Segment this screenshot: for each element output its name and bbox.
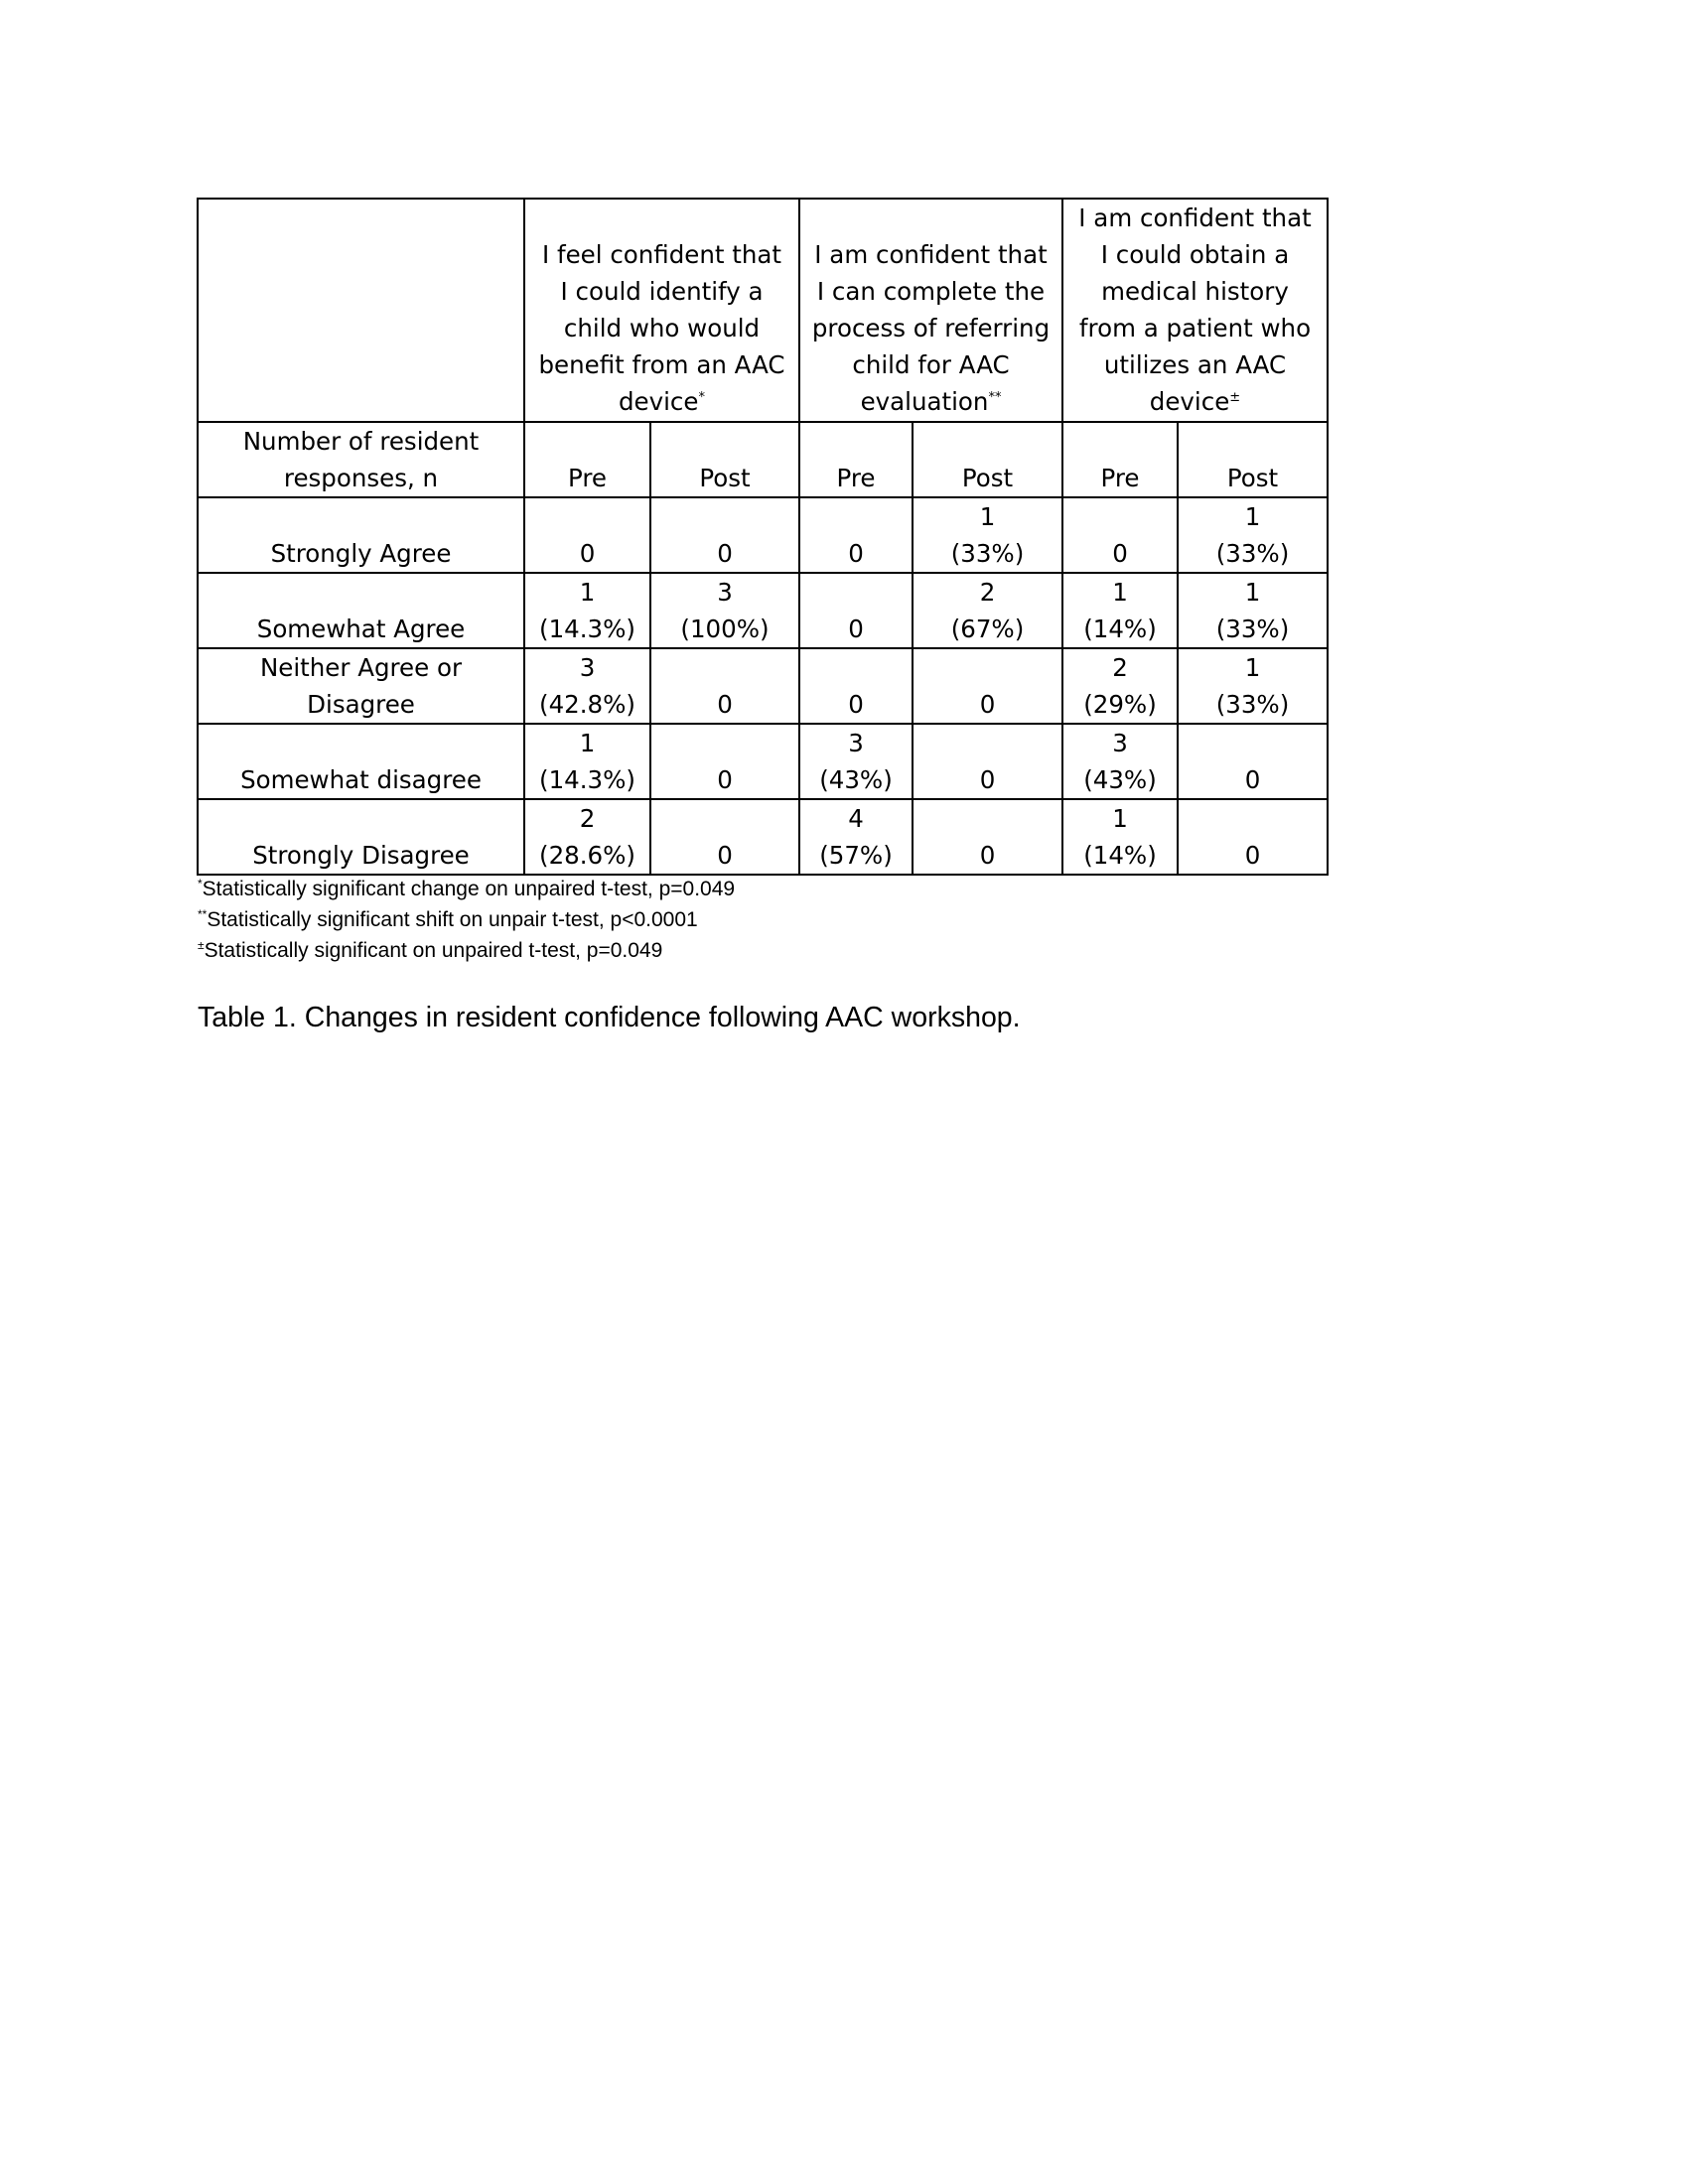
value-cell [524, 799, 650, 875]
count-value: 3 [848, 729, 864, 757]
value-cell [650, 799, 799, 875]
count-value: 0 [717, 765, 733, 794]
footnote-double-asterisk [198, 904, 735, 935]
value-cell [799, 799, 913, 875]
table-row [198, 799, 1328, 875]
value-cell [1062, 724, 1178, 799]
table-row [198, 724, 1328, 799]
percent-value: (14.3%) [539, 765, 635, 794]
value-cell [1178, 724, 1328, 799]
count-value: 1 [1244, 653, 1261, 682]
question-header-history [1062, 199, 1328, 422]
footnote-marker: ± [198, 938, 205, 952]
value-cell [524, 497, 650, 573]
count-value: 1 [579, 578, 596, 607]
count-value: 1 [1244, 502, 1261, 531]
value-cell [524, 573, 650, 648]
question-text: I am confident that I could obtain a medical history from a patient who utilizes an AAC device [1078, 204, 1312, 416]
percent-value: (67%) [950, 614, 1025, 643]
count-value: 0 [979, 765, 996, 794]
count-value: 1 [579, 729, 596, 757]
subheader-pre: Pre [1062, 422, 1178, 497]
value-cell [913, 799, 1062, 875]
footnote-marker: * [198, 877, 203, 890]
value-cell [524, 724, 650, 799]
value-cell [650, 497, 799, 573]
count-value: 0 [717, 841, 733, 870]
percent-value: (42.8%) [539, 690, 635, 719]
count-value: 0 [717, 539, 733, 568]
value-cell [1178, 497, 1328, 573]
value-cell [650, 648, 799, 724]
footnote-marker: * [698, 389, 705, 405]
count-value: 2 [579, 804, 596, 833]
footnote-single-asterisk [198, 874, 735, 904]
footnote-plus-minus [198, 935, 735, 966]
percent-value: (14.3%) [539, 614, 635, 643]
corner-cell [198, 199, 524, 422]
percent-value: (33%) [1215, 614, 1290, 643]
value-cell [1062, 573, 1178, 648]
footnote-marker: ** [988, 389, 1002, 405]
count-value: 3 [579, 653, 596, 682]
value-cell [650, 573, 799, 648]
question-header-row [198, 199, 1328, 422]
value-cell [799, 648, 913, 724]
percent-value: (28.6%) [539, 841, 635, 870]
row-label: Somewhat Agree [198, 573, 524, 648]
value-cell [1178, 799, 1328, 875]
row-label: Neither Agree or Disagree [198, 648, 524, 724]
percent-value: (29%) [1083, 690, 1157, 719]
count-value: 2 [979, 578, 996, 607]
table-row [198, 497, 1328, 573]
table-row [198, 573, 1328, 648]
table-footnotes [198, 874, 735, 966]
subheader-post: Post [1178, 422, 1328, 497]
value-cell [913, 724, 1062, 799]
results-table [197, 198, 1329, 876]
percent-value: (33%) [1215, 690, 1290, 719]
subheader-post: Post [650, 422, 799, 497]
value-cell [913, 573, 1062, 648]
table-row [198, 648, 1328, 724]
percent-value: (100%) [680, 614, 770, 643]
percent-value: (33%) [950, 539, 1025, 568]
row-header-label: Number of resident responses, n [198, 422, 524, 497]
value-cell [799, 573, 913, 648]
percent-value: (57%) [819, 841, 893, 870]
footnote-text: Statistically significant change on unpaired t-test, p=0.049 [202, 878, 736, 900]
value-cell [1062, 648, 1178, 724]
count-value: 0 [848, 690, 864, 719]
value-cell [799, 497, 913, 573]
value-cell [1178, 573, 1328, 648]
count-value: 0 [1244, 841, 1261, 870]
value-cell [524, 648, 650, 724]
row-label: Somewhat disagree [198, 724, 524, 799]
value-cell [1178, 648, 1328, 724]
value-cell [799, 724, 913, 799]
count-value: 0 [579, 539, 596, 568]
footnote-marker: ± [1229, 389, 1241, 405]
footnote-text: Statistically significant on unpaired t-test, p=0.049 [204, 939, 663, 962]
count-value: 0 [848, 614, 864, 643]
question-header-referral [799, 199, 1062, 422]
footnote-text: Statistically significant shift on unpair t-test, p<0.0001 [207, 908, 698, 931]
question-text: I am confident that I can complete the process of referring child for AAC evaluation [811, 240, 1051, 416]
count-value: 1 [1112, 804, 1128, 833]
value-cell [913, 497, 1062, 573]
count-value: 0 [979, 690, 996, 719]
percent-value: (33%) [1215, 539, 1290, 568]
percent-value: (14%) [1083, 841, 1157, 870]
value-cell [913, 648, 1062, 724]
subheader-pre: Pre [524, 422, 650, 497]
count-value: 4 [848, 804, 864, 833]
count-value: 0 [717, 690, 733, 719]
count-value: 0 [1112, 539, 1128, 568]
count-value: 2 [1112, 653, 1128, 682]
count-value: 1 [1244, 578, 1261, 607]
row-label: Strongly Agree [198, 497, 524, 573]
percent-value: (43%) [819, 765, 893, 794]
subheader-row [198, 422, 1328, 497]
count-value: 1 [979, 502, 996, 531]
question-text: I feel confident that I could identify a child who would benefit from an AAC device [538, 240, 785, 416]
count-value: 0 [1244, 765, 1261, 794]
subheader-pre: Pre [799, 422, 913, 497]
count-value: 3 [1112, 729, 1128, 757]
value-cell [650, 724, 799, 799]
count-value: 0 [848, 539, 864, 568]
percent-value: (43%) [1083, 765, 1157, 794]
subheader-post: Post [913, 422, 1062, 497]
value-cell [1062, 799, 1178, 875]
table-caption: Table 1. Changes in resident confidence following AAC workshop. [198, 1002, 1021, 1033]
percent-value: (14%) [1083, 614, 1157, 643]
footnote-marker: ** [198, 907, 208, 921]
value-cell [1062, 497, 1178, 573]
count-value: 3 [717, 578, 733, 607]
question-header-identify [524, 199, 799, 422]
count-value: 0 [979, 841, 996, 870]
row-label: Strongly Disagree [198, 799, 524, 875]
count-value: 1 [1112, 578, 1128, 607]
